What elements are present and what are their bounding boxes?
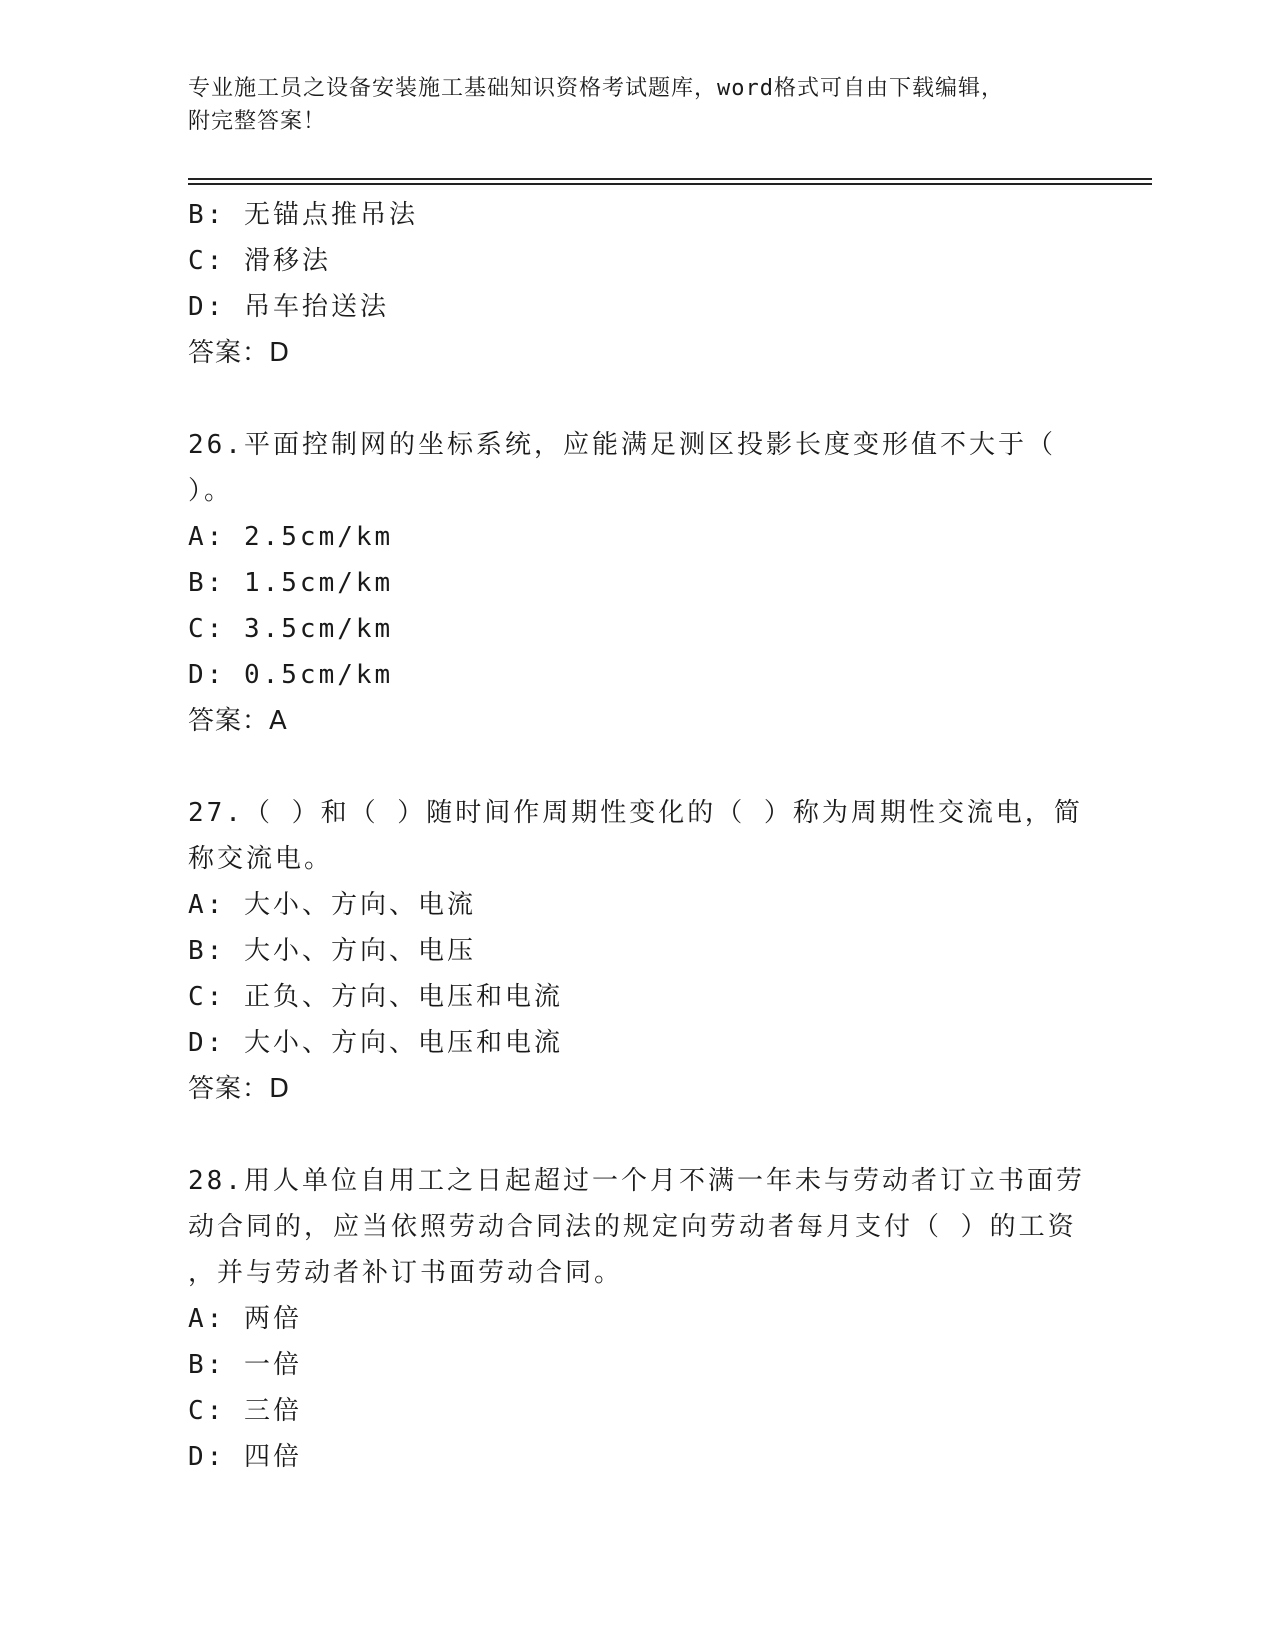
option-d: D: 大小、方向、电压和电流 bbox=[188, 1028, 563, 1058]
option-b: B: 大小、方向、电压 bbox=[188, 936, 476, 966]
answer-line: 答案：A bbox=[188, 706, 288, 736]
question-list bbox=[188, 192, 1088, 1480]
option-a: A: 大小、方向、电流 bbox=[188, 890, 476, 920]
option-b: B: 无锚点推吊法 bbox=[188, 200, 418, 230]
header-rule-top bbox=[188, 178, 1152, 180]
answer-line: 答案：D bbox=[188, 338, 291, 368]
question-stem: 26.平面控制网的坐标系统，应能满足测区投影长度变形值不大于（ bbox=[188, 430, 1056, 460]
option-d: D: 0.5cm/km bbox=[188, 660, 394, 690]
header-rule-bottom bbox=[188, 183, 1152, 185]
option-d: D: 吊车抬送法 bbox=[188, 292, 389, 322]
option-b: B: 1.5cm/km bbox=[188, 568, 394, 598]
option-d: D: 四倍 bbox=[188, 1442, 302, 1472]
question-stem: 动合同的，应当依照劳动合同法的规定向劳动者每月支付（ ）的工资 bbox=[188, 1212, 1077, 1242]
option-c: C: 滑移法 bbox=[188, 246, 331, 276]
option-c: C: 三倍 bbox=[188, 1396, 302, 1426]
question-stem: 28.用人单位自用工之日起超过一个月不满一年未与劳动者订立书面劳 bbox=[188, 1166, 1085, 1196]
option-b: B: 一倍 bbox=[188, 1350, 302, 1380]
option-c: C: 正负、方向、电压和电流 bbox=[188, 982, 563, 1012]
option-a: A: 2.5cm/km bbox=[188, 522, 394, 552]
question-stem: ）。 bbox=[188, 476, 234, 506]
option-a: A: 两倍 bbox=[188, 1304, 302, 1334]
question-stem: 27.（ ）和（ ）随时间作周期性变化的（ ）称为周期性交流电，简 bbox=[188, 798, 1083, 828]
answer-line: 答案：D bbox=[188, 1074, 291, 1104]
question-stem: ，并与劳动者补订书面劳动合同。 bbox=[188, 1258, 624, 1288]
option-c: C: 3.5cm/km bbox=[188, 614, 394, 644]
document-header: 专业施工员之设备安装施工基础知识资格考试题库，word格式可自由下载编辑， 附完整答案！ bbox=[188, 76, 1004, 134]
question-stem: 称交流电。 bbox=[188, 844, 334, 874]
